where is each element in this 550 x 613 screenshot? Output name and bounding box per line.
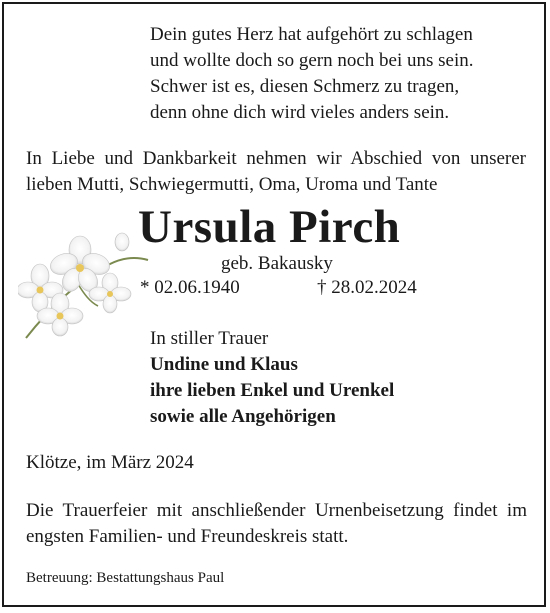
funeral-home-credit: Betreuung: Bestattungshaus Paul — [26, 570, 225, 586]
mourner-line: Undine und Klaus — [150, 354, 298, 375]
poem-line: und wollte doch so gern noch bei uns sein. — [150, 50, 474, 71]
white-orchid-icon — [18, 220, 158, 340]
poem-line: denn ohne dich wird vieles anders sein. — [150, 102, 450, 123]
poem-line: Dein gutes Herz hat aufgehört zu schlagen — [150, 24, 473, 45]
intro-line: lieben Mutti, Schwiegermutti, Oma, Uroma und Tante — [26, 174, 438, 195]
funeral-line: Die Trauerfeier mit anschließender Urnenbeisetzung findet im — [26, 500, 527, 521]
death-date: † 28.02.2024 — [317, 277, 417, 298]
funeral-info — [26, 498, 527, 550]
mourners-block — [150, 326, 394, 430]
funeral-line: engsten Familien- und Freundeskreis statt. — [26, 526, 349, 547]
birth-name: geb. Bakausky — [221, 253, 333, 274]
memorial-poem — [150, 22, 473, 126]
mourner-line: ihre lieben Enkel und Urenkel — [150, 380, 395, 401]
poem-line: Schwer ist es, diesen Schmerz zu tragen, — [150, 76, 460, 97]
farewell-intro — [26, 146, 526, 198]
place-date: Klötze, im März 2024 — [26, 452, 194, 473]
birth-date: * 02.06.1940 — [140, 277, 240, 298]
intro-line: In Liebe und Dankbarkeit nehmen wir Abschied von unserer — [26, 148, 526, 169]
mourners-heading: In stiller Trauer — [150, 328, 269, 349]
deceased-name: Ursula Pirch — [138, 201, 401, 253]
mourner-line: sowie alle Angehörigen — [150, 406, 336, 427]
obituary-notice — [2, 2, 546, 607]
